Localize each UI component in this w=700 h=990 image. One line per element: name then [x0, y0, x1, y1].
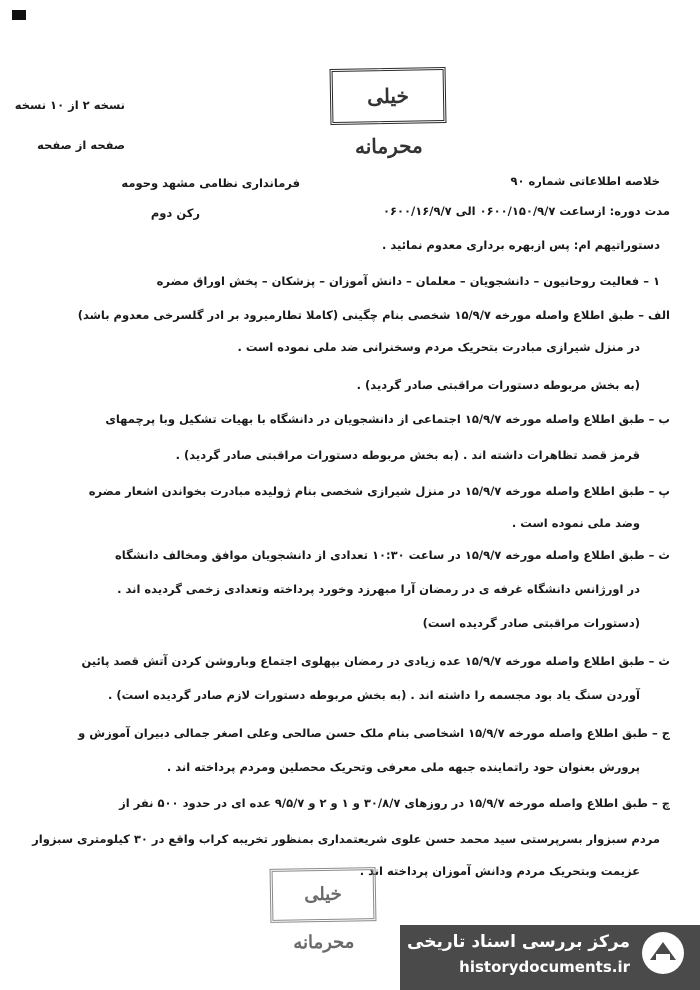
item-se2-line-1: ث – طبق اطلاع واصله مورخه ۱۵/۹/۷ عده زیادى در رمضان بپهلوى اجتماع وباروشن کردن آتش قصد پائین — [81, 654, 670, 668]
page-number: صفحه از صفحه — [37, 138, 125, 152]
item-jim-line-1: ج – طبق اطلاع واصله مورخه ۱۵/۹/۷ اشخاصى بنام ملک حسن صالحى وعلى اصغر جمالى دبیران آموزش و — [78, 726, 670, 740]
item-alef-line-3: (به بخش مربوطه دستورات مراقبتى صادر گردید) . — [356, 378, 640, 392]
classification-stamp-top: خیلی محرمانه — [330, 67, 447, 125]
item-jim-line-2: پرورش بعنوان حود راتماینده جبهه ملى معرفى وتحریک محصلین ومردم پرداخته اند . — [166, 760, 640, 774]
item-se-line-1: ث – طبق اطلاع واصله مورخه ۱۵/۹/۷ در ساعت ۱۰:۳۰ تعدادى از دانشجویان موافق ومخالف دانشگاه — [115, 548, 670, 562]
archive-logo-icon — [640, 930, 686, 976]
classification-stamp-bottom: خیلی محرمانه — [270, 867, 377, 923]
watermark-url[interactable]: historydocuments.ir — [459, 958, 630, 976]
item-pe-line-1: پ – طبق اطلاع واصله مورخه ۱۵/۹/۷ در منزل شیرازى شخصى بنام ژولیده مبادرت بخواندن اشعار مضره — [88, 484, 670, 498]
item-se-line-3: (دستورات مراقبتى صادر گردیده است) — [422, 616, 640, 630]
scan-mark — [12, 10, 26, 20]
item-se-line-2: در اورژانس دانشگاه غرفه ى در رمضان آرا مبهرزد وخورد پرداخته وتعدادى زخمى گردیده اند . — [117, 582, 640, 596]
section: رکن دوم — [150, 206, 200, 220]
category-heading: ۱ – فعالیت روحانیون – دانشجویان – معلمان – دانش آموزان – پزشکان – پخش اوراق مضره — [156, 274, 660, 288]
orders: دستوراتيهم ام: پس ازبهره بردارى معدوم نمائيد . — [382, 238, 660, 252]
period: مدت دوره: ازساعت ۰۶۰۰/۱۵۰/۹/۷ الى ۰۶۰۰/۱۶/۹/۷ — [382, 204, 670, 218]
recipient: فرماندارى نظامى مشهد وحومه — [121, 176, 300, 190]
item-se2-line-2: آوردن سنگ یاد بود مجسمه را داشته اند . (به بخش مربوطه دستورات لازم صادر گردیده است) . — [107, 688, 640, 702]
item-alef-line-2: در منزل شیرازى مبادرت بتحریک مردم وسخنرانى ضد ملى نموده است . — [237, 340, 640, 354]
item-alef-line-1: الف – طبق اطلاع واصله مورخه ۱۵/۹/۷ شخصى بنام چگینى (کاملا تطارمیرود بر ادر گلسرخى معدوم باشد) — [77, 308, 670, 322]
watermark-title: مرکز بررسی اسناد تاریخی — [407, 932, 630, 952]
item-be-line-2: قرمز قصد تظاهرات داشته اند . (به بخش مربوطه دستورات مراقبتى صادر گردید) . — [175, 448, 640, 462]
item-che-line-2: مردم سبزوار بسرپرستى سید محمد حسن علوى شریعتمدارى بمنظور تخریبه کراب واقع در ۳۰ کیلومترى سبزوار — [32, 832, 660, 846]
item-che-line-3: عزیمت وبتحریک مردم ودانش آموزان پرداخته اند . — [359, 864, 640, 878]
item-che-line-1: چ – طبق اطلاع واصله مورخه ۱۵/۹/۷ در روزهاى ۳۰/۸/۷ و ۱ و ۲ و ۹/۵/۷ عده اى در حدود ۵۰۰ نفر از — [119, 796, 670, 810]
item-pe-line-2: وضد ملى نموده است . — [511, 516, 640, 530]
item-be-line-1: ب – طبق اطلاع واصله مورخه ۱۵/۹/۷ اجتماعى از دانشجویان در دانشگاه با بهیات تشکیل وبا پرچمهاى — [105, 412, 670, 426]
document-title: خلاصه اطلاعاتى شماره ۹۰ — [510, 174, 660, 188]
copy-number: نسخه ۲ از ۱۰ نسخه — [14, 98, 125, 112]
